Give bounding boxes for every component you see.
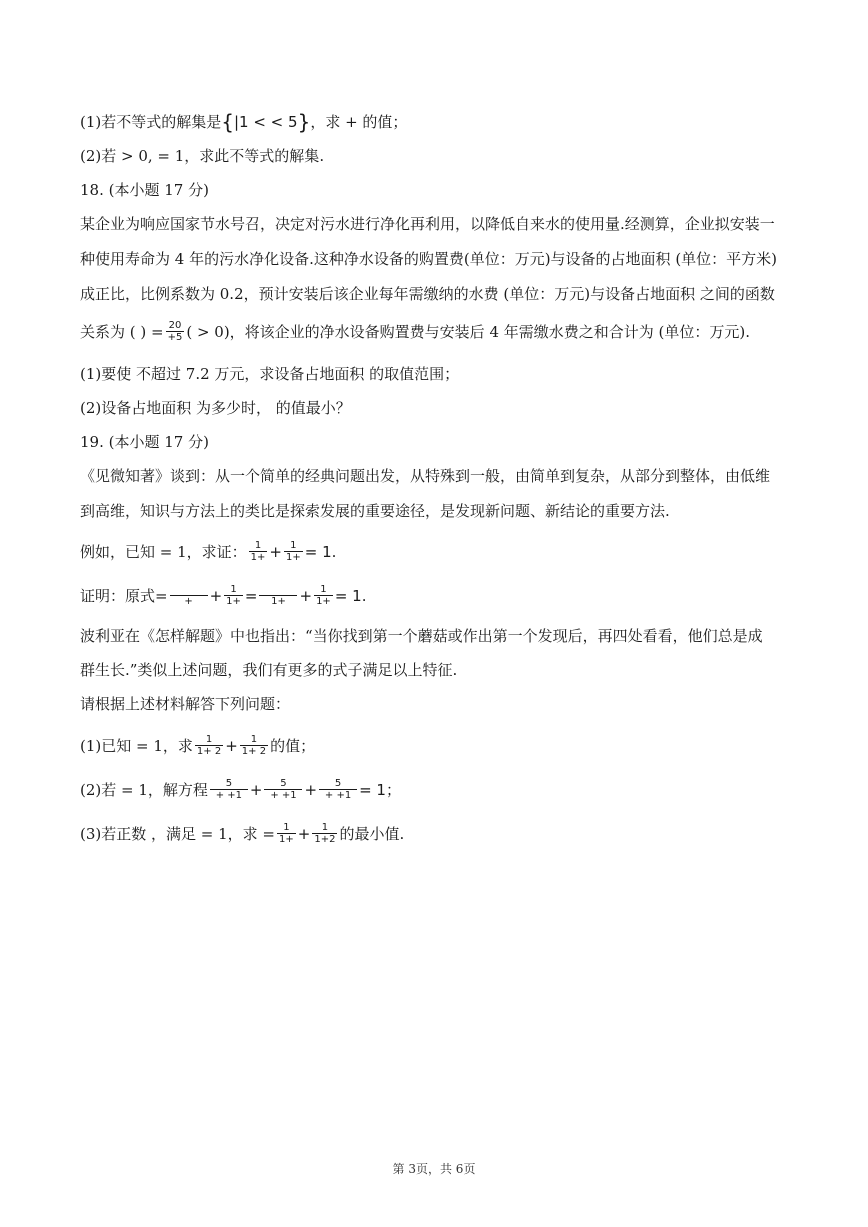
part3-fraction-1 <box>277 822 296 845</box>
plus-sign: + <box>249 780 263 799</box>
q19-header: 19. (本小题 17 分) <box>80 433 209 451</box>
q19-example <box>80 540 788 563</box>
proof-fraction-3 <box>259 584 297 607</box>
q19-part2 <box>80 778 788 801</box>
plus-sign: + <box>297 824 311 843</box>
fraction-denominator: 1+ <box>316 596 331 607</box>
q19-text-4: 群生长.”类似上述问题，我们有更多的式子满足以上特征. <box>80 661 458 679</box>
fraction-denominator: + <box>170 595 208 607</box>
proof-fraction-4 <box>314 584 333 607</box>
q18-text-4 <box>80 320 788 343</box>
equation-fraction-2 <box>264 778 302 801</box>
q19-text-1: 《见微知著》谈到：从一个简单的经典问题出发，从特殊到一般，由简单到复杂，从部分到整体，由低维 <box>80 467 771 485</box>
fraction-numerator: 1 <box>290 540 297 551</box>
fraction-denominator: 1+ <box>279 834 294 845</box>
example-text: 例如，已知 = 1，求证： <box>80 542 247 561</box>
fraction-numerator: 5 <box>225 778 233 789</box>
part1-question: 的值； <box>270 736 316 755</box>
q19-part3 <box>80 822 788 845</box>
q18-part2: (2)设备占地面积 为多少时， 的值最小？ <box>80 399 351 417</box>
fraction-denominator: 1+ <box>285 552 301 563</box>
fraction-numerator: 1 <box>254 540 262 551</box>
q18-text-1: 某企业为响应国家节水号召，决定对污水进行净化再利用，以降低自来水的使用量.经测算，企业拟安装一 <box>80 215 775 233</box>
fraction-denominator: 1+2 <box>314 834 336 845</box>
page-footer: 第 3页，共 6页 <box>392 1162 476 1176</box>
fraction-denominator: + +1 <box>319 789 357 801</box>
q19-text-2: 到高维，知识与方法上的类比是探索发展的重要途径，是发现新问题、新结论的重要方法. <box>80 502 670 520</box>
fraction-numerator: 5 <box>334 778 342 789</box>
q17-part1-text: (1)若不等式的解集是 <box>80 113 222 131</box>
equation-fraction-1 <box>210 778 248 801</box>
part3-text: (3)若正数 ，满足 = 1，求 = <box>80 824 276 843</box>
fraction-numerator <box>185 584 192 595</box>
q17-part1 <box>80 112 788 132</box>
fraction-denominator: +5 <box>167 332 183 343</box>
q19-proof <box>80 584 788 607</box>
proof-fraction-2 <box>224 584 243 607</box>
example-result: = 1. <box>304 542 337 561</box>
function-definition: 关系为 ( ) = <box>80 322 164 341</box>
q19-text-5: 请根据上述材料解答下列问题： <box>80 695 291 713</box>
plus-sign: + <box>269 542 282 561</box>
equals-sign: = <box>244 586 258 605</box>
set-brace-open: { <box>221 110 234 134</box>
part1-fraction-2 <box>240 734 268 757</box>
part1-text: (1)已知 = 1，求 <box>80 736 193 755</box>
fraction-denominator: 1+ 2 <box>196 746 222 757</box>
fraction-denominator: 1+ <box>250 552 266 563</box>
function-domain-text: ( > 0)，将该企业的净水设备购置费与安装后 4 年需缴水费之和合计为 (单位：万元). <box>186 322 751 341</box>
q18-part1: (1)要使 不超过 7.2 万元，求设备占地面积 的取值范围； <box>80 365 460 383</box>
q17-part1-question: ，求 + 的值； <box>310 113 408 131</box>
part3-fraction-2 <box>312 822 337 845</box>
equation-fraction-3 <box>319 778 357 801</box>
set-brace-close: } <box>297 110 311 134</box>
plus-sign: + <box>299 586 313 605</box>
proof-result: = 1. <box>334 586 367 605</box>
part1-fraction-1 <box>195 734 223 757</box>
fraction-numerator: 1 <box>283 822 290 833</box>
fraction-numerator: 1 <box>321 822 329 833</box>
function-fraction <box>166 320 185 343</box>
q18-text-3: 成正比，比例系数为 0.2，预计安装后该企业每年需缴纳的水费 (单位：万元)与设备占地面积 之间的函数 <box>80 285 775 303</box>
q17-part2: (2)若 > 0, = 1，求此不等式的解集. <box>80 147 325 165</box>
fraction-numerator: 1 <box>205 734 213 745</box>
part2-text: (2)若 = 1，解方程 <box>80 780 208 799</box>
fraction-denominator: + +1 <box>264 789 302 801</box>
plus-sign: + <box>304 780 318 799</box>
fraction-denominator: 1+ <box>259 595 297 607</box>
example-fraction-2 <box>284 540 303 563</box>
fraction-numerator: 5 <box>280 778 287 789</box>
fraction-numerator: 20 <box>168 320 182 331</box>
plus-sign: + <box>209 586 223 605</box>
fraction-denominator: 1+ 2 <box>241 746 267 757</box>
fraction-numerator: 1 <box>250 734 258 745</box>
part3-question: 的最小值. <box>339 824 405 843</box>
plus-sign: + <box>225 736 238 755</box>
q18-header: 18. (本小题 17 分) <box>80 181 209 199</box>
fraction-numerator: 1 <box>230 584 237 595</box>
fraction-denominator: + +1 <box>210 789 248 801</box>
q18-text-2: 种使用寿命为 4 年的污水净化设备.这种净水设备的购置费(单位：万元)与设备的占地面积 (单位：平方米) <box>80 250 778 268</box>
example-fraction-1 <box>249 540 268 563</box>
fraction-numerator <box>275 584 282 595</box>
proof-fraction-1 <box>170 584 208 607</box>
q19-text-3: 波利亚在《怎样解题》中也指出：“当你找到第一个蘑菇或作出第一个发现后，再四处看看，他们总是成 <box>80 627 763 645</box>
equation-result: = 1； <box>359 780 401 799</box>
q19-part1 <box>80 734 788 757</box>
solution-set: |1 < < 5 <box>233 113 298 131</box>
proof-text: 证明：原式= <box>80 586 168 605</box>
fraction-denominator: 1+ <box>226 596 241 607</box>
fraction-numerator: 1 <box>320 584 327 595</box>
